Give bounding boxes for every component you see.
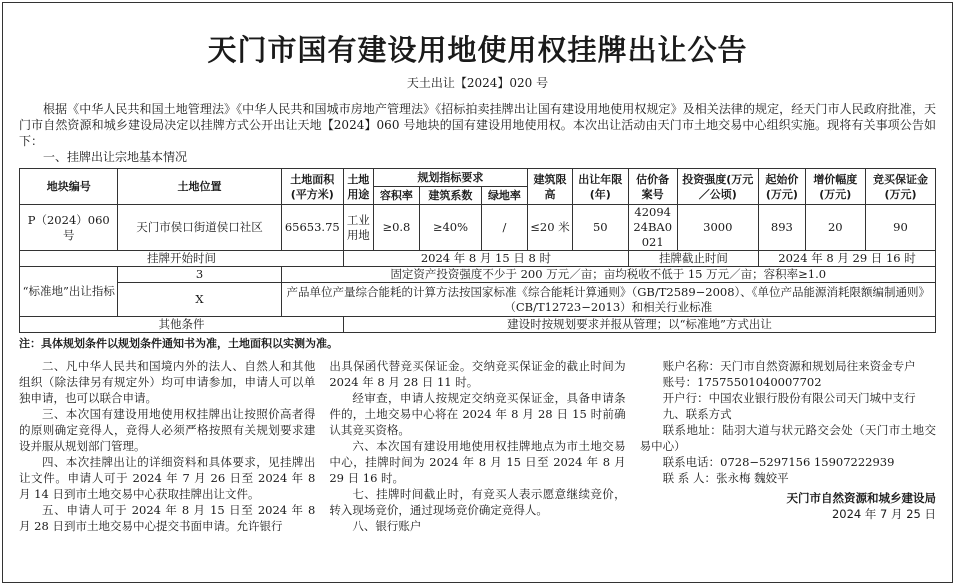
qualification-paragraph: 经审查，申请人按规定交纳竞买保证金，具备申请条件的，土地交易中心将在 2024 年 8 月 28 日 15 时前确认其竞买资格。: [329, 391, 626, 437]
standard-land-text-1: 固定资产投资强度不少于 200 万元／亩；亩均税收不低于 15 万元／亩；容积率≥1.0: [281, 267, 935, 283]
header-far: 容积率: [373, 187, 420, 205]
page-title: 天门市国有建设用地使用权挂牌出让公告: [207, 33, 748, 67]
contact-person: 联 系 人：张永梅 魏姣平: [662, 471, 789, 485]
issue-date: 2024 年 7 月 25 日: [831, 507, 936, 521]
standard-land-indicator-1: 3: [118, 267, 281, 283]
header-intensity: 投资强度(万元／公顷): [677, 169, 759, 205]
contact-phone: 联系电话：0728−5297156 15907222939: [662, 455, 895, 469]
cell-far: ≥0.8: [373, 205, 420, 251]
standard-land-label: “标准地”出让指标: [20, 267, 118, 317]
clause-3: 三、本次国有建设用地使用权挂牌出让按照价高者得的原则确定竞得人，竞得人必须严格按照有关规划要求建设并服从规划部门管理。: [19, 407, 316, 453]
header-increment: 增价幅度(万元): [805, 169, 865, 205]
clause-6: 六、本次国有建设用地使用权挂牌地点为市土地交易中心，挂牌时间为 2024 年 8 月 15 日至 2024 年 8 月 29 日 16 时。: [329, 439, 626, 485]
cell-increment: 20: [805, 205, 865, 251]
header-location: 土地位置: [118, 169, 281, 205]
account-number: 账号：17575501040007702: [662, 375, 822, 389]
header-parcel-no: 地块编号: [20, 169, 118, 205]
listing-end-value: 2024 年 8 月 29 日 16 时: [759, 251, 936, 267]
column-middle: [329, 358, 625, 534]
document-number: 天土出让【2024】020 号: [406, 76, 549, 90]
table-row: [20, 205, 936, 251]
header-term: 出让年限(年): [572, 169, 628, 205]
listing-start-label: 挂牌开始时间: [20, 251, 344, 267]
column-right: [640, 358, 936, 534]
contact-address: 联系地址：陆羽大道与状元路交会处（天门市土地交易中心）: [639, 423, 936, 453]
cell-intensity: 3000: [677, 205, 759, 251]
announcement-page: [2, 2, 953, 583]
bank-name: 开户行：中国农业银行股份有限公司天门城中支行: [662, 391, 916, 405]
standard-land-indicator-2: X: [118, 283, 281, 317]
cell-green: /: [481, 205, 528, 251]
section-heading-parcel-info: 一、挂牌出让宗地基本情况: [43, 150, 188, 164]
parcel-table: [19, 168, 936, 333]
clause-7: 七、挂牌时间截止时，有竞买人表示愿意继续竞价，转入现场竞价，通过现场竞价确定竞得人。: [329, 487, 626, 517]
header-planning: 规划指标要求: [373, 169, 528, 187]
column-left: [19, 358, 315, 534]
table-note: 注：具体规划条件以规划条件通知书为准，土地面积以实测为准。: [19, 337, 338, 350]
header-use: 土地用途: [344, 169, 374, 205]
cell-start-price: 893: [759, 205, 806, 251]
clause-2: 二、凡中华人民共和国境内外的法人、自然人和其他组织（除法律另有规定外）均可申请参加，申请人可以单独申请，也可以联合申请。: [19, 359, 316, 405]
intro-paragraph: 根据《中华人民共和国土地管理法》《中华人民共和国城市房地产管理法》《招标拍卖挂牌出让国有建设用地使用权规定》及相关法律的规定，经天门市人民政府批准，天门市自然资源和城乡建设局决定以挂牌方式公开出让天地【2024】060 号地块的国有建设用地使用权。本次出让活动由天门市土地交易中心组织实施。现将有关事项公告如下：: [19, 102, 936, 148]
cell-deposit: 90: [865, 205, 935, 251]
cell-height: ≤20 米: [528, 205, 572, 251]
listing-end-label: 挂牌截止时间: [628, 251, 758, 267]
body-columns: [19, 358, 936, 534]
listing-start-value: 2024 年 8 月 15 日 8 时: [344, 251, 629, 267]
cell-term: 50: [572, 205, 628, 251]
cell-use: 工业用地: [344, 205, 374, 251]
other-conditions-value: 建设时按规划要求并报从管理；以“标准地”方式出让: [344, 317, 936, 333]
clause-4: 四、本次挂牌出让的详细资料和具体要求，见挂牌出让文件。申请人可于 2024 年 7 月 26 日至 2024 年 8 月 14 日到市土地交易中心获取挂牌出让文件。: [19, 455, 316, 501]
header-area: 土地面积(平方米): [281, 169, 343, 205]
header-density: 建筑系数: [420, 187, 481, 205]
cell-density: ≥40%: [420, 205, 481, 251]
other-conditions-label: 其他条件: [20, 317, 344, 333]
cell-location: 天门市侯口街道侯口社区: [118, 205, 281, 251]
account-name: 账户名称：天门市自然资源和规划局往来资金专户: [662, 359, 916, 373]
clause-8: 八、银行账户: [352, 519, 422, 533]
header-green: 绿地率: [481, 187, 528, 205]
header-deposit: 竞买保证金(万元): [865, 169, 935, 205]
standard-land-text-2: 产品单位产量综合能耗的计算方法按国家标准《综合能耗计算通则》（GB/T2589−2008）、《单位产品能源消耗限额编制通则》（CB/T12723−2013）和相关行业标准: [281, 283, 935, 317]
cell-area: 65653.75: [281, 205, 343, 251]
issuing-organization: 天门市自然资源和城乡建设局: [786, 491, 936, 505]
contact-heading: 九、联系方式: [662, 407, 732, 421]
cell-parcel-no: P（2024）060 号: [20, 205, 118, 251]
clause-5-continued: 出具保函代替竞买保证金。交纳竞买保证金的截止时间为 2024 年 8 月 28 日 11 时。: [329, 359, 626, 389]
header-valuation: 估价备案号: [628, 169, 677, 205]
clause-5: 五、申请人可于 2024 年 8 月 15 日至 2024 年 8 月 28 日到市土地交易中心提交书面申请。允许银行: [19, 503, 316, 533]
cell-valuation: 4209424BA0021: [628, 205, 677, 251]
header-height: 建筑限高: [528, 169, 572, 205]
header-start-price: 起始价(万元): [759, 169, 806, 205]
